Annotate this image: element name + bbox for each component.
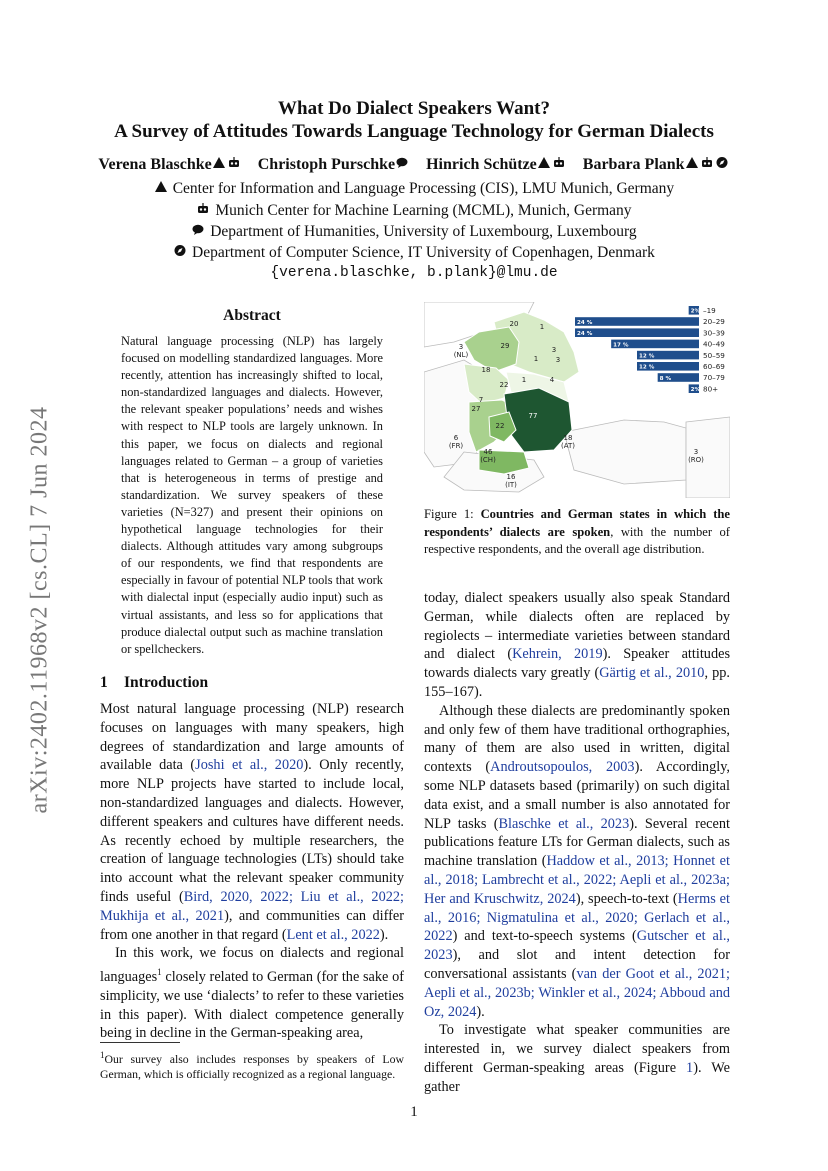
age-group-label: 70–79 [703,373,725,383]
map-count: 1 [539,323,545,331]
map-count: 18 [563,434,573,442]
map-count: (FR) [448,442,464,450]
robot-icon [701,157,713,168]
text-run: ). [379,926,389,943]
citation-link[interactable]: Lent et al., 2022 [286,926,380,943]
robot-icon [228,157,240,168]
paragraph [424,589,730,702]
age-bar-label: 2% [690,387,701,394]
citation-link[interactable]: Gärtig et al., 2010 [599,665,705,682]
text-run: ), speech-to-text ( [575,890,678,907]
age-group-label: –19 [703,306,716,315]
abstract-heading: Abstract [223,307,281,324]
triangle-icon [155,181,167,192]
map-count: (IT) [505,481,517,489]
author-name: Verena Blaschke [98,156,212,173]
triangle-icon [686,157,698,168]
figure-caption [424,506,730,559]
page-number: 1 [410,1104,418,1120]
age-group-label: 30–39 [703,328,725,338]
text-run: To investigate what speaker communities are interested in, we survey dialect speakers from different German-speaking areas (Figure [424,1022,730,1076]
age-bar-label: 12 % [639,364,655,371]
map-count: 77 [528,412,538,420]
affiliation-line [0,180,828,198]
text-run: ) and text-to-speech systems ( [452,928,637,945]
age-bar-label: 17 % [613,342,629,349]
text-run: In this work, we focus on dialects and regional languages [100,945,404,985]
compass-icon [174,245,186,256]
text-run: Although these dialects are predominantly spoken and only few of them have traditional orthographies, many of them are also used in written, digital contexts ( [424,702,730,776]
text-run: ). [476,1003,485,1020]
right-column-text [424,589,730,1097]
affiliation-text: Department of Computer Science, IT University of Copenhagen, Denmark [192,244,655,261]
citation-link[interactable]: van der Goot et al., 2021; Aepli et al., 2023b; Winkler et al., 2024; Abboud and Oz, 2024 [424,965,730,1020]
text-run: closely related to German (for the sake of simplicity, we use ‘dialects’ to refer to these varieties in this paper). With dialect competence generally being in decline in the German-speaking area, [100,968,404,1042]
age-group-label: 80+ [703,384,719,394]
affiliation-line [0,202,828,220]
section-heading [100,674,208,692]
map-count: 1 [533,355,539,363]
author-name: Christoph Purschke [257,156,396,173]
author-list [0,156,828,174]
map-count: 4 [549,376,555,384]
footnote-text: Our survey also includes responses by speakers of Low German, which is officially recognized as a regional language. [100,1051,404,1081]
speech-bubble-icon [192,224,204,235]
citation-link[interactable]: Bird, 2020, 2022; Liu et al., 2022; Mukhija et al., 2021 [100,888,405,924]
map-count: 22 [499,381,509,389]
citation-link[interactable]: Kehrein, 2019 [512,646,603,663]
age-group-label: 50–59 [703,350,725,360]
footnote-rule [100,1042,180,1043]
paper-title-line-2: A Survey of Attitudes Towards Language Technology for German Dialects [114,121,714,142]
robot-icon [197,203,209,214]
text-run: ). Only recently, more NLP projects have started to include local, non-standardized languages and dialects. However, different speakers and cultures have different needs. As recently echoed by multiple researchers, the creation of language technologies (LTs) should take into account what the relevant speaker community finds useful ( [100,757,404,905]
citation-link[interactable]: 1 [686,1059,694,1076]
map-count: 29 [500,342,510,350]
text-run: , pp. 155–167). [424,665,730,700]
age-bar [575,328,699,337]
caption-rest: , with the number of respective respondents, and the overall age distribution. [424,524,730,556]
author-name: Hinrich Schütze [426,156,537,173]
text-run: ). Accordingly, some NLP datasets based (primarily) on such digital data exist, and a small number is also annotated for NLP tasks ( [424,759,731,832]
age-bar-label: 8 % [659,375,672,382]
map-count: (RO) [688,456,704,464]
author-name: Barbara Plank [582,156,685,173]
age-group-label: 60–69 [703,362,725,371]
compass-icon [716,157,728,168]
map-count: (CH) [480,456,496,464]
speech-bubble-icon [396,157,408,168]
arxiv-id: arXiv:2402.11968v2 [cs.CL] 7 Jun 2024 [26,406,53,814]
arxiv-sidebar [20,380,60,840]
map-count: (AT) [561,442,575,450]
citation-link[interactable]: Joshi et al., 2020 [195,757,304,774]
caption-prefix: Figure 1: [424,507,481,521]
text-run: Most natural language processing (NLP) research focuses on languages with many speakers, high degrees of standardization and large amounts of available data ( [100,701,404,774]
affiliation-text: Munich Center for Machine Learning (MCML), Munich, Germany [215,202,632,219]
map-count: 22 [495,422,505,430]
age-distribution-bars [575,306,725,393]
footnote-mark: 1 [100,1050,105,1060]
map-count: 6 [453,434,459,442]
text-run: ), and slot and intent detection for conversational assistants ( [424,947,730,982]
figure-map-age-distribution [424,302,730,498]
map-count: 3 [555,356,561,364]
map-count: 3 [551,346,557,354]
citation-link[interactable]: Haddow et al., 2013; Honnet et al., 2018; Lambrecht et al., 2022; Aepli et al., 2023a; Her and Kruschwitz, 2024 [424,853,730,907]
citation-link[interactable]: Androutsopoulos, 2003 [490,759,635,776]
paragraph [424,1021,730,1096]
citation-link[interactable]: Gutscher et al., 2023 [424,928,731,964]
age-group-label: 40–49 [703,339,725,349]
text-run: ). We gather [424,1059,730,1095]
left-column-text [100,700,404,1043]
footnote [100,1048,404,1082]
author-emails: {verena.blaschke, b.plank}@lmu.de [270,265,558,281]
map-count: 20 [509,320,519,328]
citation-link[interactable]: Blaschke et al., 2023 [498,815,630,832]
map-count: 18 [481,366,491,374]
abstract-text: Natural language processing (NLP) has largely focused on modelling standardized languages. More recently, attention has increasingly shifted to local, non-standardized languages and dialects. However, the relevant speaker populations’ needs and wishes with respect to NLP tools are largely unknown. In this paper, we focus on dialects and regional languages related to German – a group of varieties that is heterogeneous in terms of prestige and standardization. We survey speakers of these varieties (N=327) and present their opinions on hypothetical language technologies for their dialects. Although attitudes vary among subgroups of our respondents, we find that respondents are especially in favour of potential NLP tools that work with dialectal input (especially audio input) such as virtual assistants, and less so for applications that produce dialectal output such as machine translation or spellcheckers. [121,334,383,656]
map-count: 3 [458,343,464,351]
map-count: 16 [506,473,516,481]
age-bar-label: 24 % [577,331,593,338]
text-run: ), and communities can differ from one another in that regard ( [100,907,404,943]
affiliation-text: Department of Humanities, University of Luxembourg, Luxembourg [210,223,637,240]
section-number: 1 [100,674,108,691]
age-bar-label: 12 % [639,353,655,360]
map-count: (NL) [453,351,469,359]
paragraph [424,702,730,1022]
map-count: 46 [483,448,493,456]
map-count: 7 [478,396,484,404]
affiliation-text: Center for Information and Language Processing (CIS), LMU Munich, Germany [172,180,675,197]
robot-icon [553,157,565,168]
map-count: 27 [471,405,481,413]
paper-title-line-1: What Do Dialect Speakers Want? [278,98,550,119]
text-run: ). Speaker attitudes towards dialects vary greatly ( [424,646,731,682]
age-bar-label: 24 % [577,319,593,326]
age-bar-label: 2% [690,308,701,315]
map-count: 3 [693,448,699,456]
citation-link[interactable]: Herms et al., 2016; Nigmatulina et al., 2020; Gerlach et al., 2022 [424,890,730,945]
triangle-icon [538,157,550,168]
affiliation-line [0,223,828,241]
triangle-icon [213,157,225,168]
section-title: Introduction [124,674,209,691]
footnote-ref: 1 [157,967,162,978]
text-run: today, dialect speakers usually also speak Standard German, while dialects often are replaced by regiolects – intermediate varieties between standard and dialect ( [424,590,730,663]
affiliation-line [0,244,828,262]
paragraph [100,700,404,944]
age-group-label: 20–29 [703,317,725,327]
caption-bold: Countries and German states in which the respondents’ dialects are spoken [424,507,730,539]
paragraph [100,944,404,1043]
map-count: 1 [521,376,527,384]
text-run: ). Several recent publications feature LTs for German dialects, such as machine translation ( [424,815,730,870]
age-bar [575,317,699,326]
abstract-body [121,333,383,658]
